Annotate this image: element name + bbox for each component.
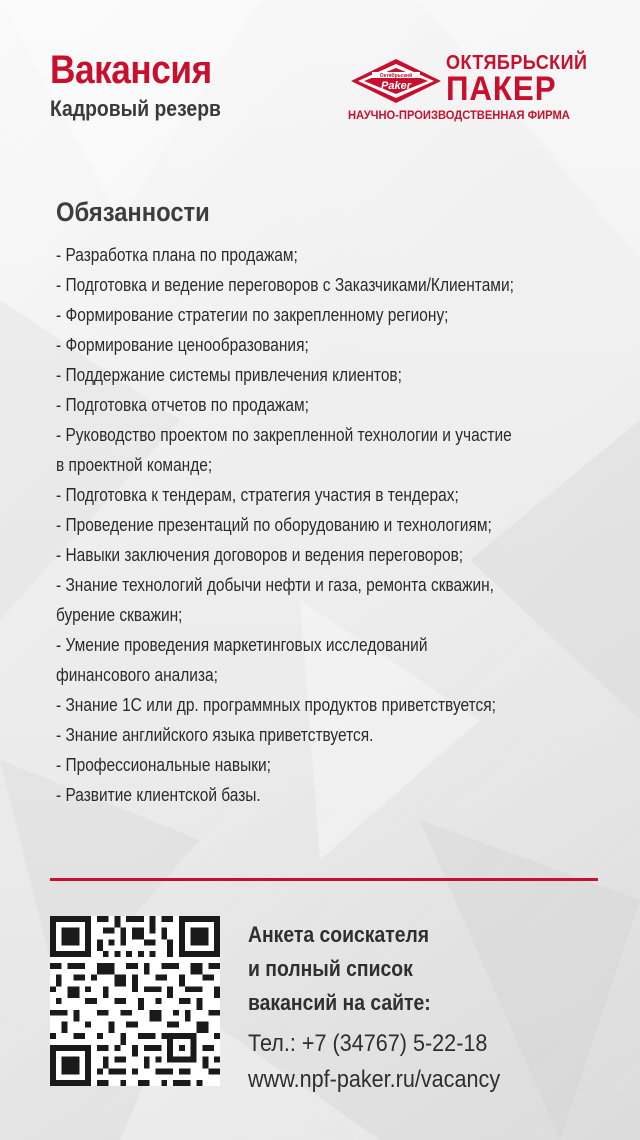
logo-emblem-large-text: Paker [381, 80, 411, 92]
cta-line: и полный список [248, 956, 413, 981]
duty-item: - Подготовка к тендерам, стратегия участия в тендерах; [56, 485, 459, 505]
duty-item: - Знание технологий добычи нефти и газа, ремонта скважин, [56, 575, 494, 595]
cta-line: вакансий на сайте: [248, 990, 431, 1015]
duty-item: - Знание 1С или др. программных продуктов приветствуется; [56, 695, 496, 715]
logo-company-name-main: ПАКЕР [446, 70, 557, 108]
duty-item: - Разработка плана по продажам; [56, 245, 298, 265]
logo-emblem-small-text: Октябрьский [379, 73, 413, 79]
logo-company-tagline: НАУЧНО-ПРОИЗВОДСТВЕННАЯ ФИРМА [348, 108, 570, 122]
duty-item: - Развитие клиентской базы. [56, 785, 261, 805]
duty-item: бурение скважин; [56, 605, 183, 625]
duty-item: - Поддержание системы привлечения клиентов; [56, 365, 402, 385]
duty-item: - Проведение презентаций по оборудованию и технологиям; [56, 515, 492, 535]
contact-phone[interactable]: Тел.: +7 (34767) 5-22-18 [248, 1030, 488, 1057]
cta-line: Анкета соискателя [248, 922, 430, 947]
duty-item: в проектной команде; [56, 455, 213, 475]
duty-item: - Профессиональные навыки; [56, 755, 271, 775]
logo-emblem-icon [350, 58, 442, 104]
page-title: Вакансия [50, 48, 212, 92]
duties-heading: Обязанности [56, 197, 210, 227]
duty-item: - Руководство проектом по закрепленной технологии и участие [56, 425, 512, 445]
duties-list [56, 240, 640, 810]
section-divider [50, 878, 598, 881]
duty-item: - Навыки заключения договоров и ведения переговоров; [56, 545, 464, 565]
duty-item: - Умение проведения маркетинговых исследований [56, 635, 428, 655]
duty-item: финансового анализа; [56, 665, 218, 685]
company-logo [346, 50, 602, 126]
vacancy-website-link[interactable]: www.npf-paker.ru/vacancy [248, 1066, 501, 1093]
application-cta [248, 918, 431, 1020]
page-subtitle: Кадровый резерв [50, 96, 221, 121]
duty-item: - Подготовка отчетов по продажам; [56, 395, 309, 415]
qr-code-icon[interactable] [50, 916, 220, 1086]
duty-item: - Формирование ценообразования; [56, 335, 309, 355]
logo-company-name-top: ОКТЯБРЬСКИЙ [446, 52, 588, 74]
duty-item: - Знание английского языка приветствуется. [56, 725, 374, 745]
duty-item: - Формирование стратегии по закрепленному региону; [56, 305, 449, 325]
duty-item: - Подготовка и ведение переговоров с Заказчиками/Клиентами; [56, 275, 514, 295]
